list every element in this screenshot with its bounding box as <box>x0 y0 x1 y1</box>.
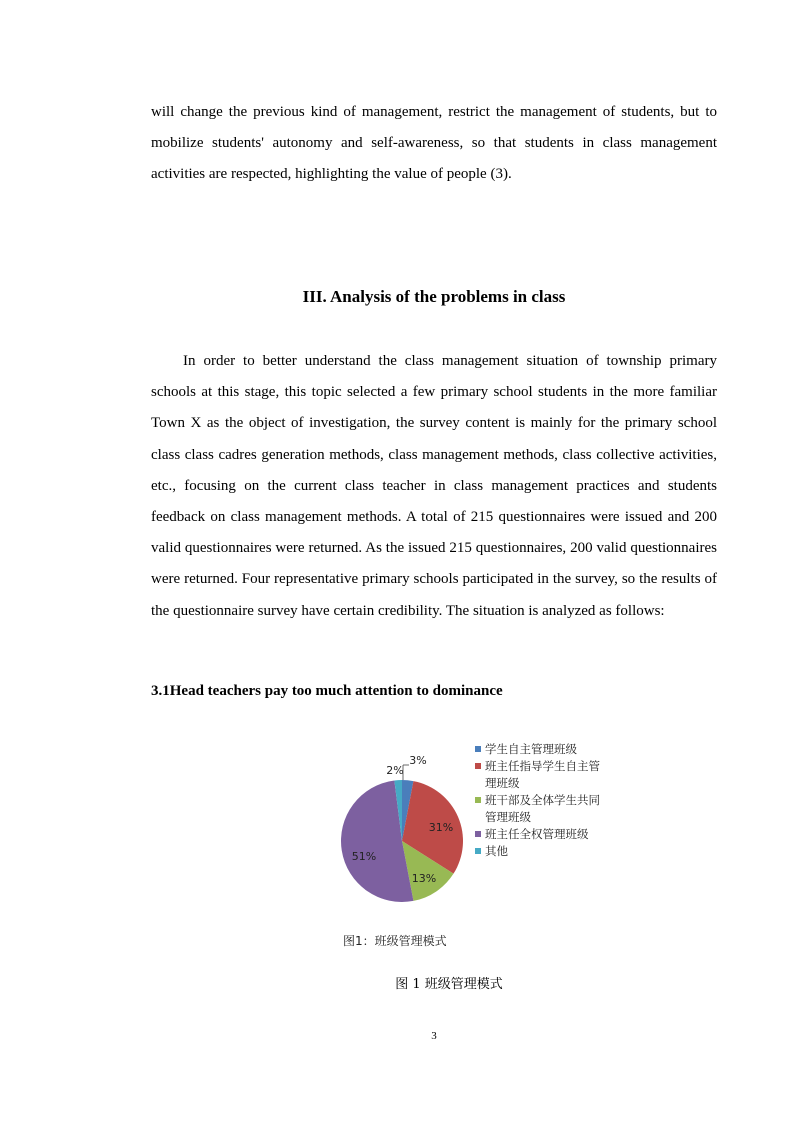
legend-swatch <box>475 831 481 837</box>
figure-caption: 图 1 班级管理模式 <box>395 977 503 992</box>
pie-data-label: 13% <box>411 872 437 885</box>
pie-chart-plot <box>330 735 473 915</box>
body-paragraph: In order to better understand the class management situation of township primary schools at this stage, this topic selected a few primary school students in the more familiar Town X as the object of investigation, the survey content is mainly for the primary school class class cadres generation methods, class management methods, class collective activities, etc., focusing on the current class teacher in class management practices and students feedback on class management methods. A total of 215 questionnaires were issued and 200 valid questionnaires were returned. As the issued 215 questionnaires, 200 valid questionnaires were returned. Four representative primary schools participated in the survey, so the results of the questionnaire survey have certain credibility. The situation is analyzed as follows: <box>151 353 717 619</box>
pie-data-label: 2% <box>386 764 404 777</box>
legend-label: 班主任全权管理班级 <box>485 827 589 841</box>
pie-chart <box>330 735 600 915</box>
legend-swatch <box>475 746 481 752</box>
legend-item <box>473 792 603 826</box>
pie-data-label: 3% <box>409 754 427 767</box>
legend-item <box>473 826 603 843</box>
section-heading: III. Analysis of the problems in class <box>302 287 566 306</box>
legend-label: 其他 <box>485 844 508 858</box>
chart-legend <box>473 741 603 860</box>
legend-swatch <box>475 763 481 769</box>
pie-data-label: 51% <box>351 850 377 863</box>
legend-swatch <box>475 848 481 854</box>
legend-label: 班干部及全体学生共同管理班级 <box>485 793 600 824</box>
body-paragraph: will change the previous kind of management, restrict the management of students, but to mobilize students' autonomy and self-awareness, so that students in class management activities are respected, highlighting the value of people (3). <box>151 104 717 183</box>
legend-item <box>473 843 603 860</box>
legend-item <box>473 741 603 758</box>
subsection-heading: 3.1Head teachers pay too much attention to dominance <box>151 683 503 699</box>
chart-inner-caption: 图1：班级管理模式 <box>343 934 447 948</box>
page-number: 3 <box>431 1030 437 1042</box>
legend-item <box>473 758 603 792</box>
legend-swatch <box>475 797 481 803</box>
legend-label: 学生自主管理班级 <box>485 742 577 756</box>
pie-data-label: 31% <box>428 821 454 834</box>
legend-label: 班主任指导学生自主管理班级 <box>485 759 600 790</box>
